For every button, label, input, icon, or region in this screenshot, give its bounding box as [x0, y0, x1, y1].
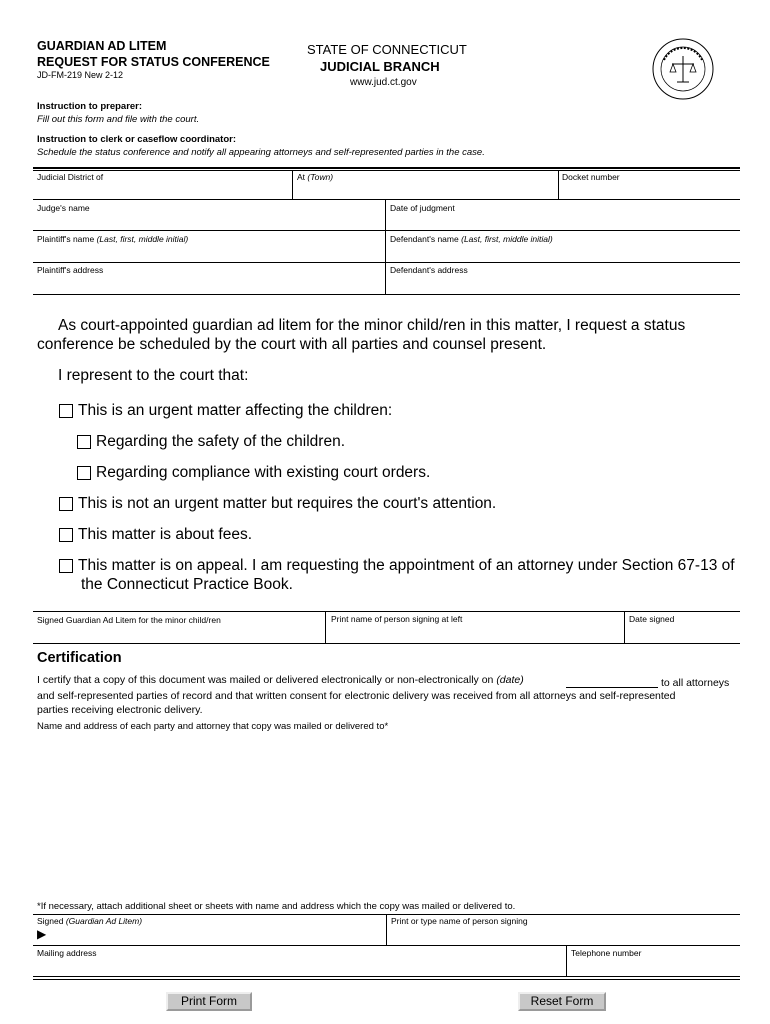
option-label: This is not an urgent matter but requires the court's attention. — [78, 495, 497, 512]
option-label: Regarding the safety of the children. — [96, 433, 346, 450]
form-id: JD-FM-219 New 2-12 — [37, 70, 124, 80]
label: Signed — [37, 916, 64, 926]
represent-text: I represent to the court that: — [58, 367, 249, 384]
preparer-heading: Instruction to preparer: — [37, 101, 143, 112]
urgent-checkbox[interactable] — [59, 404, 73, 418]
print-form-button[interactable]: Print Form — [166, 992, 252, 1011]
option-label: This matter is on appeal. I am requesting the appointment of an attorney under Section 67-13 of — [78, 557, 735, 574]
town-hint: (Town) — [307, 172, 334, 182]
date-signed-field[interactable]: Date signed — [629, 614, 675, 624]
not-urgent-checkbox[interactable] — [59, 497, 73, 511]
date-hint: (date) — [496, 674, 524, 686]
signed-field[interactable] — [37, 916, 142, 926]
plaintiff-address-field[interactable]: Plaintiff's address — [37, 265, 104, 275]
reset-form-button[interactable]: Reset Form — [518, 992, 606, 1011]
form-subtitle: REQUEST FOR STATUS CONFERENCE — [37, 55, 270, 69]
compliance-checkbox[interactable] — [77, 466, 91, 480]
docket-field[interactable]: Docket number — [562, 172, 620, 182]
certification-heading: Certification — [37, 650, 122, 666]
option-label-cont: the Connecticut Practice Book. — [81, 576, 293, 593]
branch-name: JUDICIAL BRANCH — [320, 59, 440, 74]
website: www.jud.ct.gov — [350, 77, 417, 88]
clerk-text: Schedule the status conference and notify all appearing attorneys and self-represented parties in the case. — [37, 147, 485, 158]
print-name-field[interactable]: Print name of person signing at left — [331, 614, 463, 624]
plaintiff-name-field[interactable] — [37, 234, 188, 244]
gal-signature-field[interactable]: Signed Guardian Ad Litem for the minor child/ren — [37, 615, 221, 625]
text: I certify that a copy of this document was mailed or delivered electronically or non-electronically on — [37, 674, 494, 686]
fees-checkbox[interactable] — [59, 528, 73, 542]
name-address-field[interactable]: Name and address of each party and attorney that copy was mailed or delivered to* — [37, 721, 389, 732]
hint: (Guardian Ad Litem) — [65, 916, 143, 926]
clerk-heading: Instruction to clerk or caseflow coordinator: — [37, 134, 237, 145]
cert-line-1 — [37, 674, 524, 686]
town-field[interactable] — [297, 172, 333, 182]
option-label: This is an urgent matter affecting the children: — [78, 402, 393, 419]
print-type-name-field[interactable]: Print or type name of person signing — [391, 916, 528, 926]
cert-line-1b: to all attorneys — [661, 677, 730, 689]
state-name: STATE OF CONNECTICUT — [307, 42, 467, 57]
appeal-checkbox[interactable] — [59, 559, 73, 573]
label: Defendant's name — [390, 234, 459, 244]
option-label: Regarding compliance with existing court orders. — [96, 464, 431, 481]
judicial-district-field[interactable]: Judicial District of — [37, 172, 104, 182]
telephone-field[interactable]: Telephone number — [571, 948, 642, 958]
request-text-1: As court-appointed guardian ad litem for the minor child/ren in this matter, I request a status — [58, 317, 686, 334]
option-label: This matter is about fees. — [78, 526, 253, 543]
footnote: *If necessary, attach additional sheet or sheets with name and address which the copy was mailed or delivered to. — [37, 901, 516, 912]
safety-checkbox[interactable] — [77, 435, 91, 449]
judge-field[interactable]: Judge's name — [37, 203, 90, 213]
label: Plaintiff's name — [37, 234, 95, 244]
request-text-2: conference be scheduled by the court with all parties and counsel present. — [37, 336, 547, 353]
hint: (Last, first, middle initial) — [96, 234, 189, 244]
defendant-address-field[interactable]: Defendant's address — [390, 265, 468, 275]
cert-line-2: and self-represented parties of record and that written consent for electronic delivery was received from all attorneys and self-represented — [37, 690, 676, 702]
preparer-text: Fill out this form and file with the court. — [37, 114, 200, 125]
date-judgment-field[interactable]: Date of judgment — [390, 203, 455, 213]
at-label: At — [297, 172, 306, 182]
hint: (Last, first, middle initial) — [461, 234, 553, 244]
mailing-address-field[interactable]: Mailing address — [37, 948, 97, 958]
cert-date-field[interactable] — [566, 687, 658, 688]
sign-arrow-icon: ▶ — [37, 927, 47, 941]
defendant-name-field[interactable] — [390, 234, 553, 244]
judicial-seal-logo — [652, 38, 714, 100]
cert-line-3: parties receiving electronic delivery. — [37, 704, 203, 716]
form-title: GUARDIAN AD LITEM — [37, 39, 167, 53]
